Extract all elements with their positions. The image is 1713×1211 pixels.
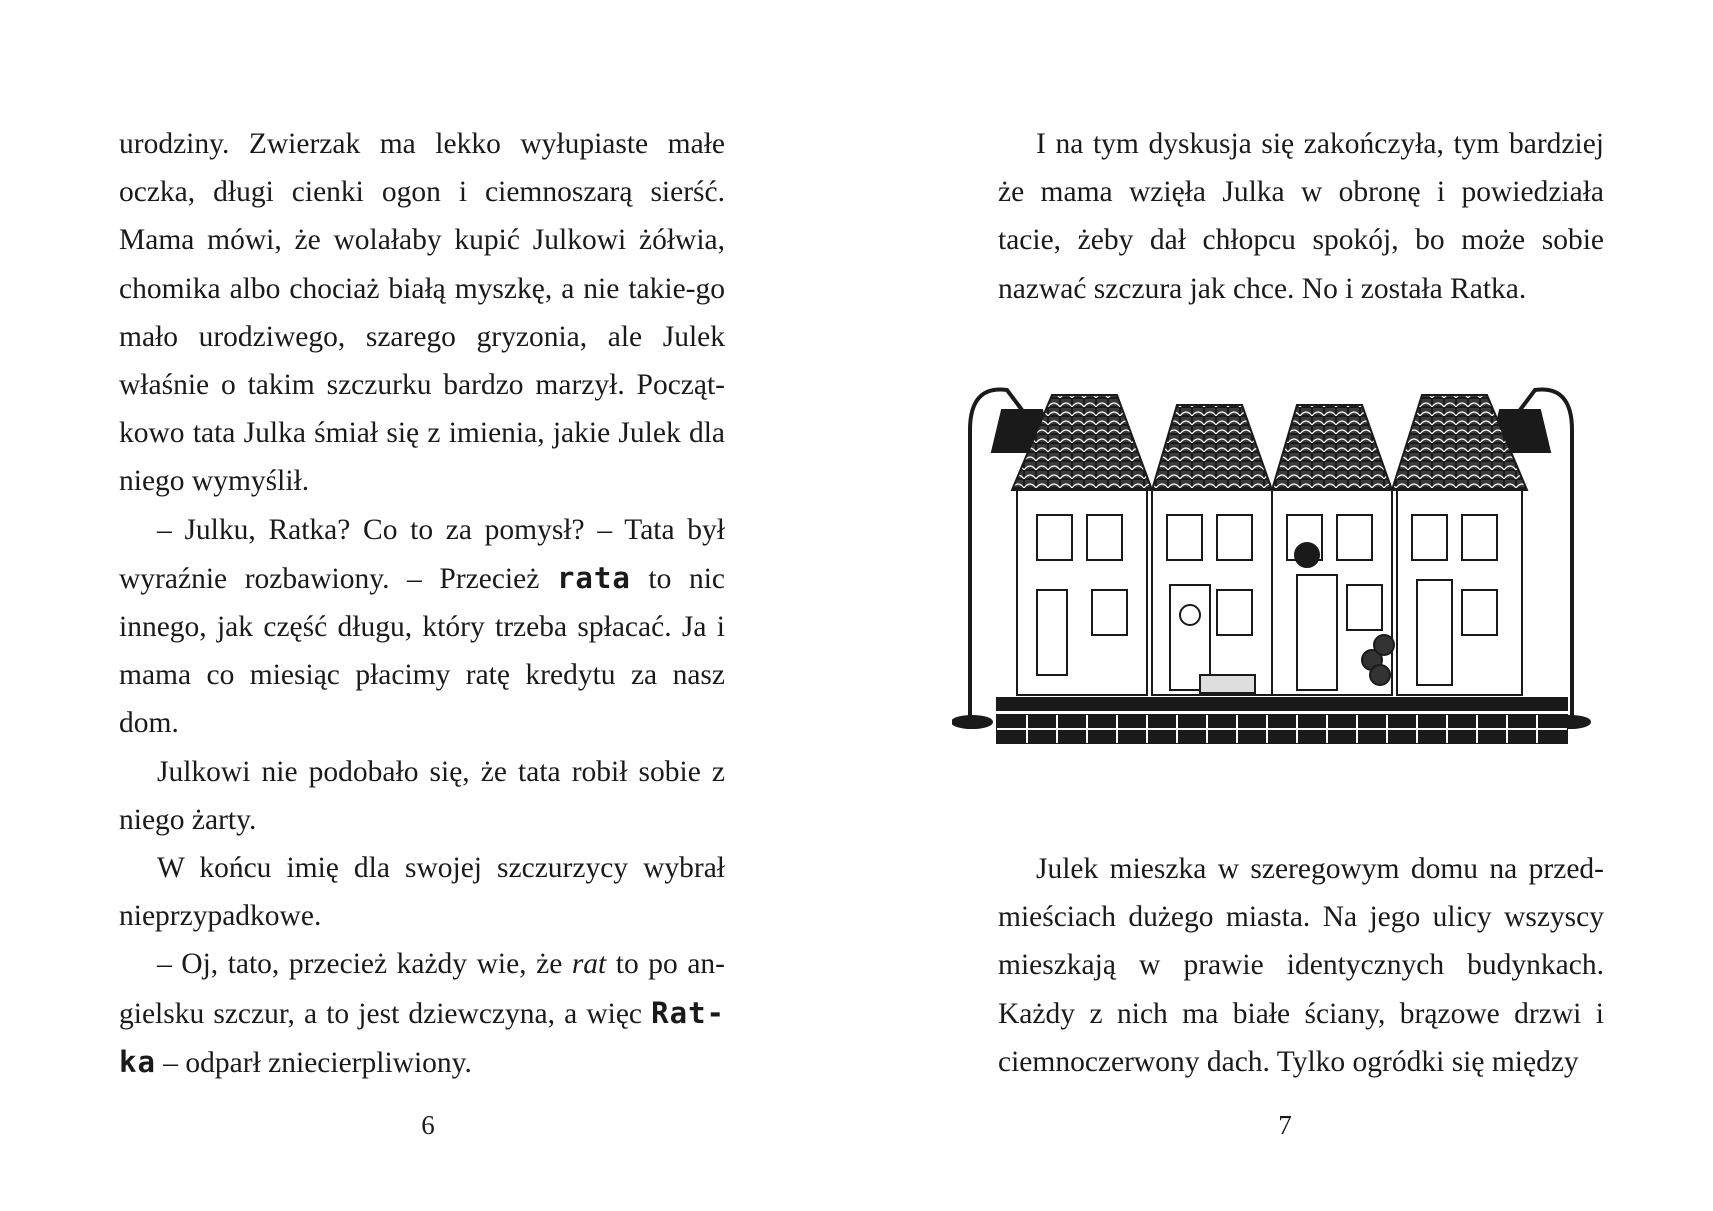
house-1 (1012, 395, 1152, 695)
left-page (0, 0, 856, 1211)
row-houses-illustration (952, 380, 1602, 780)
page-number-left: 6 (421, 1110, 435, 1140)
house-2 (1152, 405, 1272, 695)
right-text-bottom (998, 845, 1604, 1086)
cobblestone-pavement (997, 698, 1567, 743)
paragraph-3: Julkowi nie podobało się, że tata robił sobie z niego żarty. (119, 755, 725, 836)
handwritten-word-ratka: Rat-ka (119, 995, 725, 1079)
italic-word-rat: rat (571, 948, 607, 981)
house-4 (1392, 395, 1527, 695)
paragraph-5 (119, 940, 725, 1087)
paragraph-2 (119, 506, 725, 748)
paragraph-1: urodziny. Zwierzak ma lekko wyłupiaste małe oczka, długi cienki ogon i ciemnoszarą sierść. Mama mówi, że wolałaby kupić Julkowi żółwia, chomika albo chociaż białą myszkę, a nie takie-go mało urodziwego, szarego gryzonia, ale Julek właśnie o takim szczurku bardzo marzył. Począt-kowo tata Julka śmiał się z imienia, jakie Julek dla niego wymyślił. (119, 128, 725, 498)
paragraph-right-1: I na tym dyskusja się zakończyła, tym bardziej że mama wzięła Julka w obronę i powiedziała tacie, żeby dał chłopcu spokój, bo może sobie nazwać szczura jak chce. No i została Ratka. (998, 128, 1604, 305)
paragraph-5-start: – Oj, tato, przecież każdy wie, że (157, 948, 572, 981)
paragraph-right-2: Julek mieszka w szeregowym domu na przed-mieściach dużego miasta. Na jego ulicy wszyscy mieszkają w prawie identycznych budynkach. Każdy z nich ma białe ściany, brązowe drzwi i ciemnoczerwony dach. Tylko ogródki się między (998, 853, 1604, 1078)
left-text-column (119, 120, 725, 1087)
right-text-top (998, 120, 1604, 313)
page-number-right: 7 (1278, 1110, 1292, 1140)
right-page (857, 0, 1713, 1211)
handwritten-word-rata: rata (556, 560, 631, 595)
paragraph-5-middle: to po an-gielsku szczur, a to jest dziewczyna, a więc (119, 948, 725, 1030)
paragraph-2-start: – Julku, Ratka? Co to za pomysł? – Tata był wyraźnie rozbawiony. – Przecież (119, 513, 725, 595)
paragraph-5-end: – odparł zniecierpliwiony. (155, 1046, 472, 1079)
paragraph-4: W końcu imię dla swojej szczurzycy wybrał nieprzypadkowe. (119, 852, 725, 933)
house-3 (1272, 405, 1394, 695)
paragraph-2-end: to nic innego, jak część długu, który trzeba spłacać. Ja i mama co miesiąc płacimy ratę kredytu za nasz dom. (119, 562, 725, 740)
